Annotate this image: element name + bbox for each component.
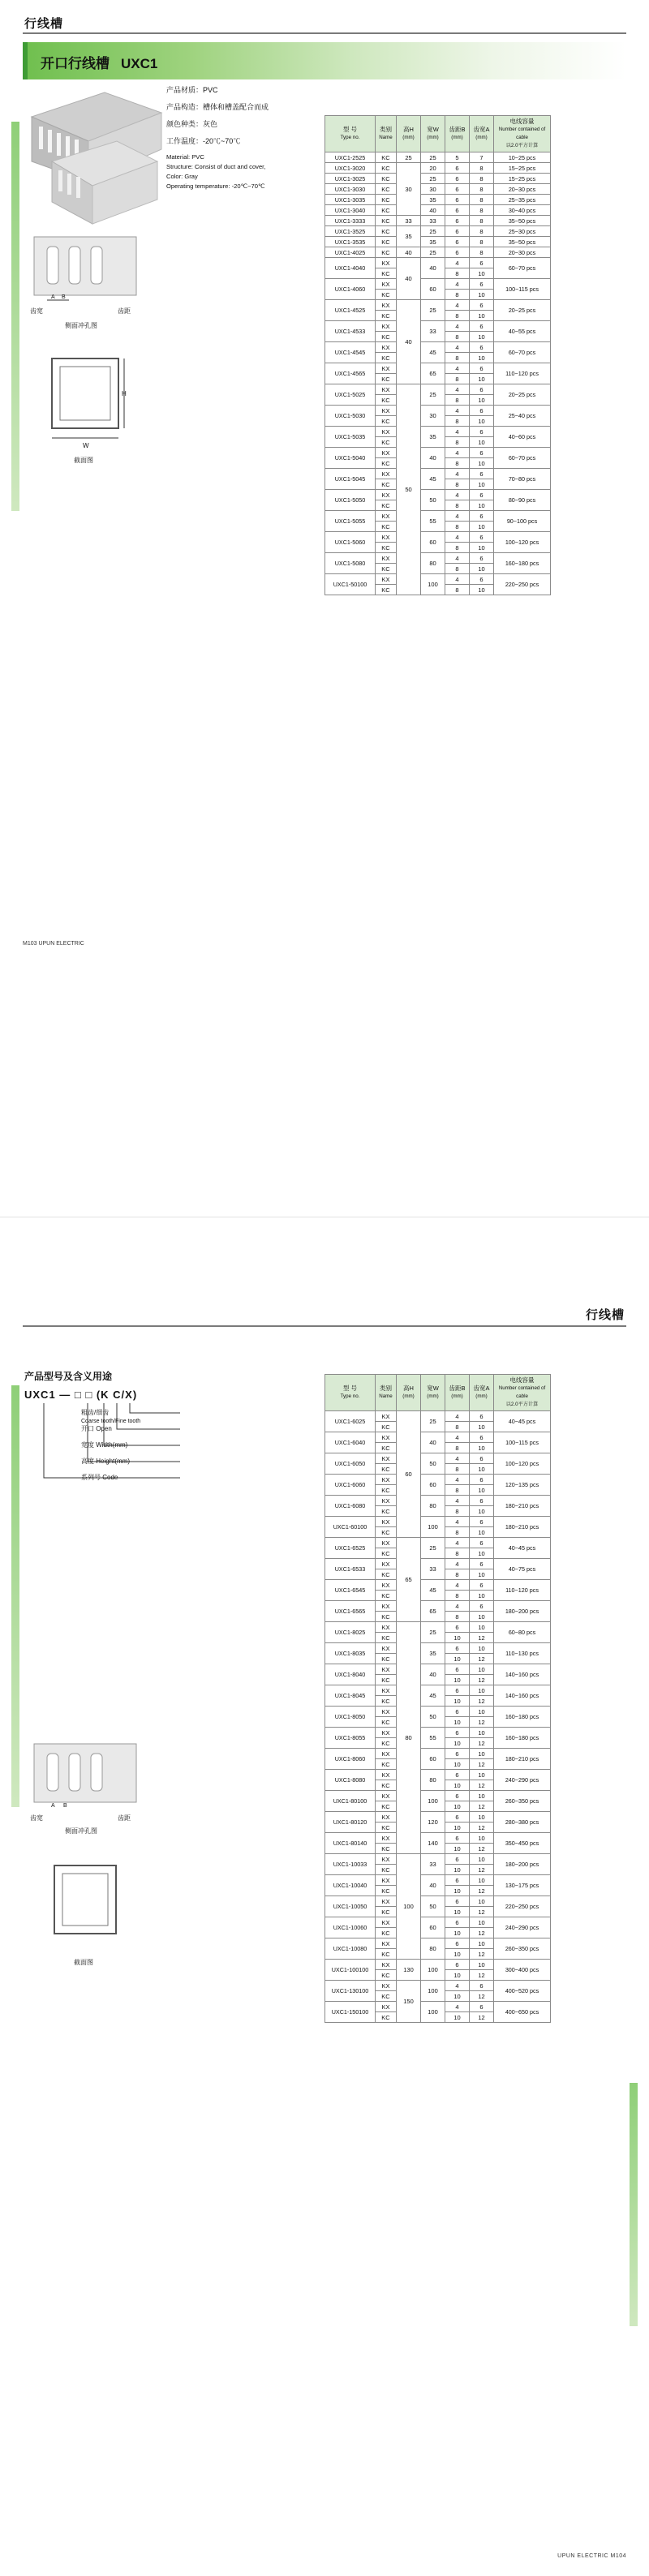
table-row: KC 10 12 (325, 1844, 551, 1854)
table-row: UXC1-8060 KX 60 6 10 180~210 pcs (325, 1749, 551, 1759)
explain-row-3-cn: 高度 Height(mm) (81, 1458, 131, 1465)
table-row: KC 8 10 (325, 1612, 551, 1622)
table-row: UXC1-130100 KX 150 100 4 6 400~520 pcs (325, 1981, 551, 1991)
table-row: KC 10 12 (325, 1886, 551, 1896)
table-row: UXC1-150100 KX 100 4 6 400~650 pcs (325, 2002, 551, 2012)
table-row: KC 10 12 (325, 1654, 551, 1664)
table-row: KC 10 12 (325, 1801, 551, 1812)
th-capacity (494, 116, 551, 152)
table-row: UXC1-10050 KX 50 6 10 220~250 pcs (325, 1896, 551, 1907)
th-pitch (445, 116, 470, 152)
table-row: UXC1-10080 KX 80 6 10 260~350 pcs (325, 1938, 551, 1949)
table-row: UXC1-5025 KX 50 25 4 6 20~25 pcs (325, 384, 551, 395)
table-row: KC 10 12 (325, 1696, 551, 1707)
table-row: KC 8 10 (325, 1548, 551, 1559)
table-row: UXC1-5040 KX 40 4 6 60~70 pcs (325, 448, 551, 458)
table-row: UXC1-3535 KC 35 6 8 35~50 pcs (325, 237, 551, 247)
table-row: KC 10 12 (325, 1907, 551, 1917)
page2-side-view-diagram (32, 1742, 138, 1819)
page2-section-view-caption: 截面图 (74, 1959, 93, 1966)
table-row: UXC1-60100 KX 100 4 6 180~210 pcs (325, 1517, 551, 1527)
explain-row-4-cn: 系列号 Code (81, 1474, 118, 1481)
table-row: KC 8 10 (325, 500, 551, 511)
page2-title-rule (23, 1325, 626, 1327)
banner-accent-bar (23, 42, 28, 79)
table-row: KC 8 10 (325, 268, 551, 279)
th2-capacity (494, 1375, 551, 1411)
th-height-unit: (mm) (402, 135, 415, 140)
spec-table-page1 (324, 115, 551, 595)
tooth-width-label-left: 齿宽 (30, 307, 43, 315)
table-row: UXC1-6545 KX 45 4 6 110~120 pcs (325, 1580, 551, 1591)
th2-pitch-cn: 齿距B (449, 1385, 466, 1392)
table-row: UXC1-5030 KX 30 4 6 25~40 pcs (325, 406, 551, 416)
table-row: KC 10 12 (325, 1780, 551, 1791)
table-row: UXC1-5035 KX 35 4 6 40~60 pcs (325, 427, 551, 437)
table-row: UXC1-3040 KC 40 6 8 30~40 pcs (325, 205, 551, 216)
th-model (325, 116, 376, 152)
th-model-en: Type no. (340, 135, 360, 140)
table-row: UXC1-8035 KX 35 6 10 110~130 pcs (325, 1643, 551, 1654)
table-row: UXC1-4525 KX 40 25 4 6 20~25 pcs (325, 300, 551, 311)
footer-page1: M103 UPUN ELECTRIC (23, 941, 84, 947)
table-row: UXC1-10033 KX 100 33 6 10 180~200 pcs (325, 1854, 551, 1865)
th2-toothwidth-unit: (mm) (475, 1393, 488, 1399)
svg-text:B: B (62, 294, 66, 300)
th2-model (325, 1375, 376, 1411)
page2-right-green-strip (630, 2083, 638, 2326)
table-row: KC 10 12 (325, 1717, 551, 1728)
table-row: UXC1-4025 KC 40 25 6 8 20~30 pcs (325, 247, 551, 258)
table-row: UXC1-8050 KX 50 6 10 160~180 pcs (325, 1707, 551, 1717)
page2-tooth-pitch-label: 齿距 (118, 1814, 131, 1822)
table-row: UXC1-6050 KX 50 4 6 100~120 pcs (325, 1453, 551, 1464)
table-row: KC 10 12 (325, 1949, 551, 1960)
table-row: UXC1-5055 KX 55 4 6 90~100 pcs (325, 511, 551, 522)
spec-color-cn: 颜色种类：灰色 (166, 120, 218, 128)
table-row: UXC1-80100 KX 100 6 10 260~350 pcs (325, 1791, 551, 1801)
svg-text:A: A (51, 294, 55, 300)
explain-row-0-cn: 粗齿/细齿 (81, 1409, 110, 1416)
table-row: UXC1-4040 KX 40 40 4 6 60~70 pcs (325, 258, 551, 268)
table-row: KC 8 10 (325, 522, 551, 532)
table-row: UXC1-8040 KX 40 6 10 140~160 pcs (325, 1664, 551, 1675)
table-row: UXC1-4533 KX 33 4 6 40~55 pcs (325, 321, 551, 332)
th-capacity-note: 以2.0平方计算 (505, 143, 539, 148)
page2-tooth-width-label: 齿宽 (30, 1814, 43, 1822)
table-row: KC 8 10 (325, 311, 551, 321)
table-row: UXC1-4545 KX 45 4 6 60~70 pcs (325, 342, 551, 353)
th-kind-cn: 类别 (380, 126, 392, 133)
spec-structure-en: Structure: Consist of duct and cover, (166, 163, 266, 170)
table-row: KC 10 12 (325, 2012, 551, 2023)
table-row: KC 10 12 (325, 1865, 551, 1875)
page2-left-green-strip (11, 1385, 19, 1807)
table-row: UXC1-6025 KX 60 25 4 6 40~45 pcs (325, 1411, 551, 1422)
th2-toothwidth (470, 1375, 494, 1411)
th2-capacity-cn: 电线容量 (509, 1376, 535, 1384)
th2-model-cn: 型 号 (342, 1385, 358, 1392)
table-row: KC 8 10 (325, 458, 551, 469)
spec-temp-cn: 工作温度：-20℃~70℃ (166, 137, 241, 145)
explain-row-1-cn: 开口 Open (81, 1425, 112, 1432)
left-green-strip (11, 122, 19, 511)
table-row: UXC1-8045 KX 45 6 10 140~160 pcs (325, 1685, 551, 1696)
table-row: KC 10 12 (325, 1675, 551, 1685)
table-row: KC 10 12 (325, 1970, 551, 1981)
banner-title: 开口行线槽 (41, 56, 110, 71)
page-title: 行线槽 (24, 17, 64, 31)
th-height (397, 116, 421, 152)
table-row: KC 8 10 (325, 1506, 551, 1517)
table-row: KC 10 12 (325, 1991, 551, 2002)
table-row: KC 8 10 (325, 1591, 551, 1601)
model-explain-labels (81, 1408, 140, 1489)
table-row: UXC1-6080 KX 80 4 6 180~210 pcs (325, 1496, 551, 1506)
table-row: KC 8 10 (325, 1443, 551, 1453)
spec-color-en: Color: Gray (166, 173, 198, 180)
table-row: KC 8 10 (325, 1422, 551, 1432)
banner-code: UXC1 (121, 56, 158, 71)
svg-text:A: A (51, 1803, 55, 1809)
th-toothwidth (470, 116, 494, 152)
table-row: UXC1-6040 KX 40 4 6 100~115 pcs (325, 1432, 551, 1443)
title-rule (23, 32, 626, 34)
table-row: KC 8 10 (325, 479, 551, 490)
th2-width-cn: 宽W (427, 1385, 439, 1392)
table-row: UXC1-80140 KX 140 6 10 350~450 pcs (325, 1833, 551, 1844)
th2-kind (376, 1375, 397, 1411)
table-row: UXC1-2525 KC 25 25 5 7 10~25 pcs (325, 152, 551, 163)
table-row: KC 8 10 (325, 437, 551, 448)
side-view-caption: 侧面冲孔图 (65, 322, 97, 329)
table-row: UXC1-80120 KX 120 6 10 280~380 pcs (325, 1812, 551, 1823)
table-row: KC 8 10 (325, 564, 551, 574)
page2-side-view-caption: 侧面冲孔图 (65, 1827, 97, 1835)
table-row: UXC1-5045 KX 45 4 6 70~80 pcs (325, 469, 551, 479)
table-row: UXC1-8080 KX 80 6 10 240~290 pcs (325, 1770, 551, 1780)
table-row: UXC1-6060 KX 60 4 6 120~135 pcs (325, 1475, 551, 1485)
table-row: UXC1-4060 KX 60 4 6 100~115 pcs (325, 279, 551, 290)
table-row: KC 8 10 (325, 1569, 551, 1580)
th2-capacity-note: 以2.0平方计算 (505, 1402, 539, 1407)
th-kind-en: Name (379, 135, 393, 140)
spec-material-en: Material: PVC (166, 153, 204, 161)
table-row: KC 8 10 (325, 290, 551, 300)
th2-width (421, 1375, 445, 1411)
th-width-unit: (mm) (427, 135, 439, 140)
page2-title: 行线槽 (585, 1308, 625, 1322)
th-height-cn: 高H (403, 126, 414, 133)
table-row: UXC1-6525 KX 65 25 4 6 40~45 pcs (325, 1538, 551, 1548)
model-explain-title: 产品型号及含义用途 (24, 1371, 113, 1382)
spec-table-page2 (324, 1374, 551, 2023)
th2-height-unit: (mm) (402, 1393, 415, 1399)
table-row: KC 10 12 (325, 1633, 551, 1643)
th-model-cn: 型 号 (342, 126, 358, 133)
table-row: UXC1-10040 KX 40 6 10 130~175 pcs (325, 1875, 551, 1886)
spec-temp-en: Operating temperature: -20℃~70℃ (166, 182, 265, 190)
tooth-pitch-label-right: 齿距 (118, 307, 131, 315)
spec-block (166, 84, 312, 191)
th2-kind-en: Name (379, 1393, 393, 1399)
table-row: UXC1-3333 KC 33 33 6 8 35~50 pcs (325, 216, 551, 226)
th2-width-unit: (mm) (427, 1393, 439, 1399)
table-row: UXC1-3035 KC 35 6 8 25~35 pcs (325, 195, 551, 205)
table-row: UXC1-5080 KX 80 4 6 160~180 pcs (325, 553, 551, 564)
explain-row-2-cn: 宽度 Width(mm) (81, 1441, 128, 1449)
table-row: KC 8 10 (325, 543, 551, 553)
th2-pitch-unit: (mm) (451, 1393, 463, 1399)
th-width (421, 116, 445, 152)
svg-text:W: W (83, 442, 89, 449)
table-row: KC 8 10 (325, 353, 551, 363)
table-row: KC 8 10 (325, 1485, 551, 1496)
footer-page2: UPUN ELECTRIC M104 (557, 2553, 626, 2559)
section-view-diagram (41, 347, 130, 457)
spec-structure-cn: 产品构造：槽体和槽盖配合而成 (166, 103, 269, 111)
catalog-page-2 (0, 1288, 649, 2576)
table-row: UXC1-4565 KX 65 4 6 110~120 pcs (325, 363, 551, 374)
banner-text (41, 52, 157, 72)
product-banner (23, 42, 626, 79)
table-row: KC 8 10 (325, 416, 551, 427)
spec-material-cn: 产品材质：PVC (166, 86, 218, 94)
table-row: KC 8 10 (325, 395, 551, 406)
th-capacity-cn: 电线容量 (509, 118, 535, 125)
table-row: UXC1-3020 KC 30 20 6 8 15~25 pcs (325, 163, 551, 174)
table-row: KC 10 12 (325, 1759, 551, 1770)
product-photo (28, 84, 165, 230)
th2-capacity-en: Number contained of cable (498, 1385, 546, 1399)
table1-body (325, 152, 551, 595)
th2-height (397, 1375, 421, 1411)
svg-text:B: B (63, 1803, 67, 1809)
th-kind (376, 116, 397, 152)
table-row: UXC1-6565 KX 65 4 6 180~200 pcs (325, 1601, 551, 1612)
table-row: KC 8 10 (325, 374, 551, 384)
th-pitch-cn: 齿距B (449, 126, 466, 133)
th2-height-cn: 高H (403, 1385, 414, 1392)
table-row: UXC1-3025 KC 25 6 8 15~25 pcs (325, 174, 551, 184)
th-pitch-unit: (mm) (451, 135, 463, 140)
table-row: KC 10 12 (325, 1823, 551, 1833)
th-toothwidth-cn: 齿宽A (473, 126, 490, 133)
table-row: KC 10 12 (325, 1738, 551, 1749)
table-row: UXC1-3525 KC 35 25 6 8 25~30 pcs (325, 226, 551, 237)
model-explain-code: UXC1 — □ □ (K C/X) (24, 1389, 138, 1401)
th2-kind-cn: 类别 (380, 1385, 392, 1392)
table-row: UXC1-5050 KX 50 4 6 80~90 pcs (325, 490, 551, 500)
side-view-diagram (32, 235, 138, 312)
table-row: UXC1-6533 KX 33 4 6 40~75 pcs (325, 1559, 551, 1569)
table-row: KC 8 10 (325, 332, 551, 342)
section-view-caption: 截面图 (74, 457, 93, 464)
table-row: UXC1-100100 KX 130 100 6 10 300~400 pcs (325, 1960, 551, 1970)
table-row: KC 8 10 (325, 1527, 551, 1538)
table-row: UXC1-10060 KX 60 6 10 240~290 pcs (325, 1917, 551, 1928)
table-row: KC 10 12 (325, 1928, 551, 1938)
th2-pitch (445, 1375, 470, 1411)
th2-toothwidth-cn: 齿宽A (473, 1385, 490, 1392)
table-row: UXC1-3030 KC 30 6 8 20~30 pcs (325, 184, 551, 195)
table-row: UXC1-50100 KX 100 4 6 220~250 pcs (325, 574, 551, 585)
table-row: UXC1-5060 KX 60 4 6 100~120 pcs (325, 532, 551, 543)
th-toothwidth-unit: (mm) (475, 135, 488, 140)
th-width-cn: 宽W (427, 126, 439, 133)
th2-model-en: Type no. (340, 1393, 360, 1399)
th-capacity-en: Number contained of cable (498, 127, 546, 140)
table2-body (325, 1411, 551, 2023)
page2-section-view-diagram (45, 1856, 126, 1957)
svg-text:H: H (122, 390, 127, 397)
explain-row-0-en: Coarse tooth/Fine tooth (81, 1419, 141, 1424)
table-row: UXC1-8025 KX 80 25 6 10 60~80 pcs (325, 1622, 551, 1633)
table-row: KC 8 10 (325, 1464, 551, 1475)
table-row: KC 8 10 (325, 585, 551, 595)
table-row: UXC1-8055 KX 55 6 10 160~180 pcs (325, 1728, 551, 1738)
